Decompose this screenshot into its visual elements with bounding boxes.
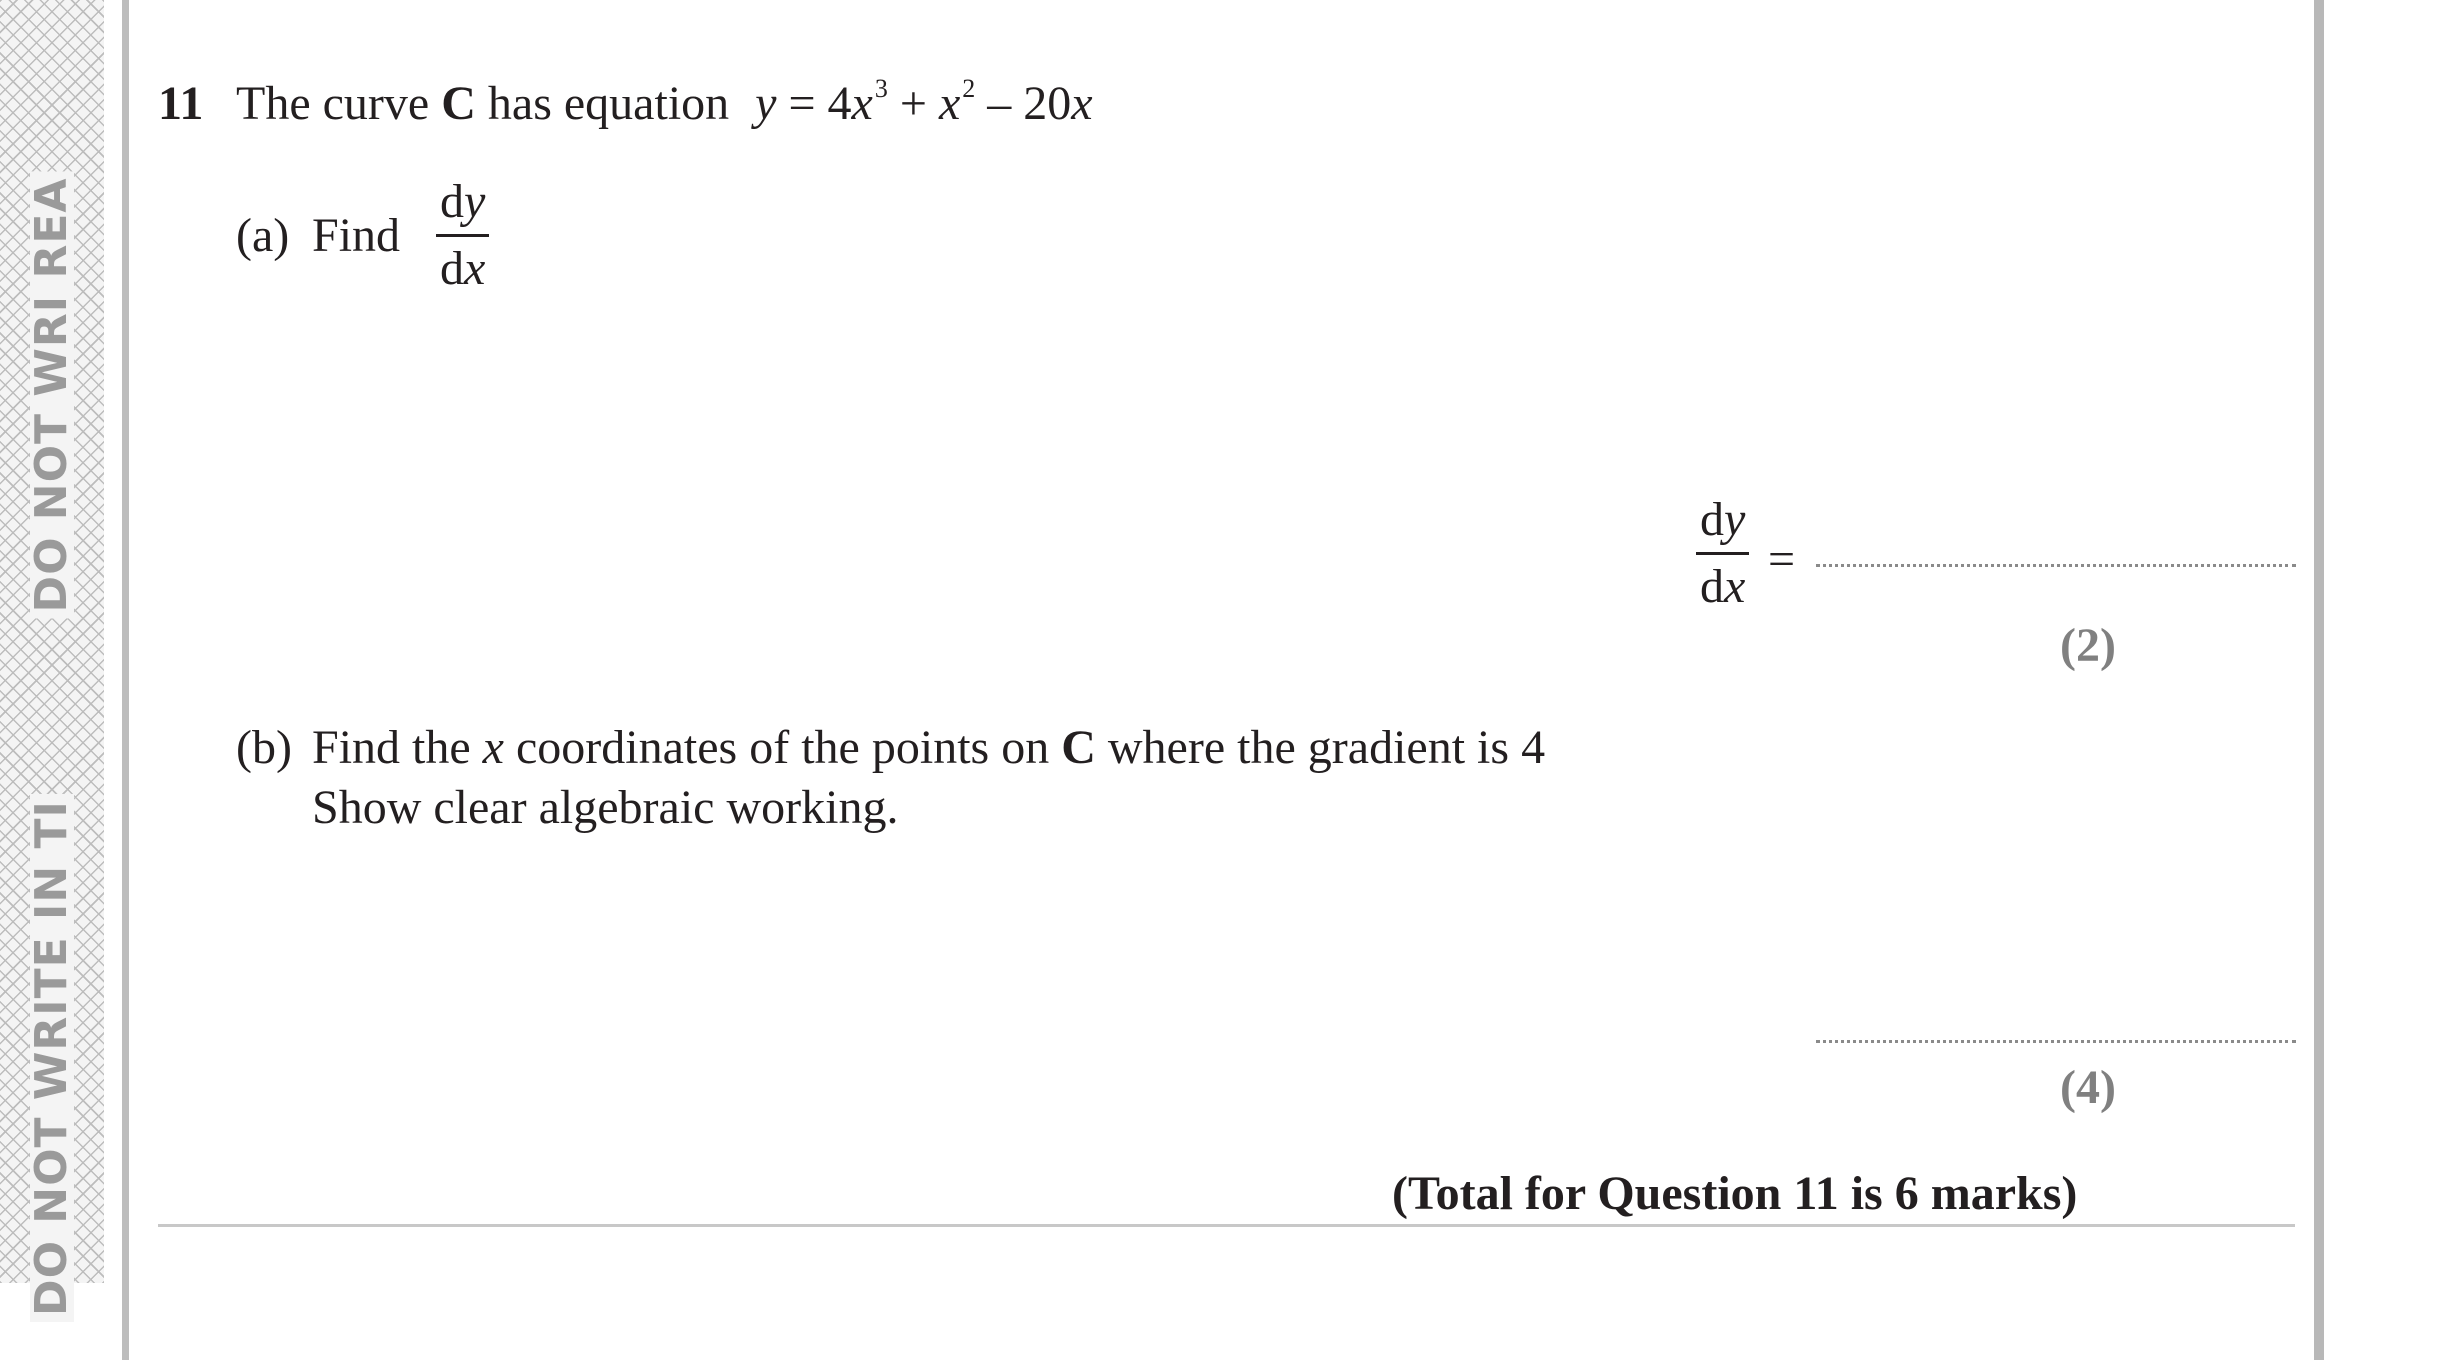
page-frame-left [122, 0, 129, 1360]
question-total: (Total for Question 11 is 6 marks) [1392, 1167, 2078, 1220]
answer-equals: = [1768, 533, 1796, 586]
derivative-fraction-question: $\frac{dy}{dx}$ [436, 178, 489, 293]
hatched-margin: DO NOT WRI REA DO NOT WRITE IN TI [0, 0, 104, 1283]
part-b-text: Find the x coordinates of the points on C where the gradient is 4 [312, 721, 1546, 774]
question-stem: The curve C has equation $y = 4x^3 + x^2 - 20x$ [236, 74, 1093, 130]
part-b-instruction: Show clear algebraic working. [312, 781, 899, 834]
answer-line-a[interactable] [1816, 564, 2296, 567]
marks-part-a: (2) [2060, 619, 2116, 672]
part-a-text: Find [312, 209, 401, 262]
part-a-label: (a) [236, 209, 290, 262]
question-separator-rule [158, 1224, 2295, 1227]
page-frame-right [2314, 0, 2324, 1360]
answer-line-b[interactable] [1816, 1040, 2296, 1043]
part-b-label: (b) [236, 721, 292, 774]
question-number: 11 [158, 77, 204, 130]
derivative-fraction-answer: $\frac{dy}{dx}$ [1696, 496, 1749, 611]
curve-equation: $y = 4x^3 + x^2 - 20x$ [755, 74, 1093, 130]
marks-part-b: (4) [2060, 1061, 2116, 1114]
curve-name: C [441, 77, 476, 130]
